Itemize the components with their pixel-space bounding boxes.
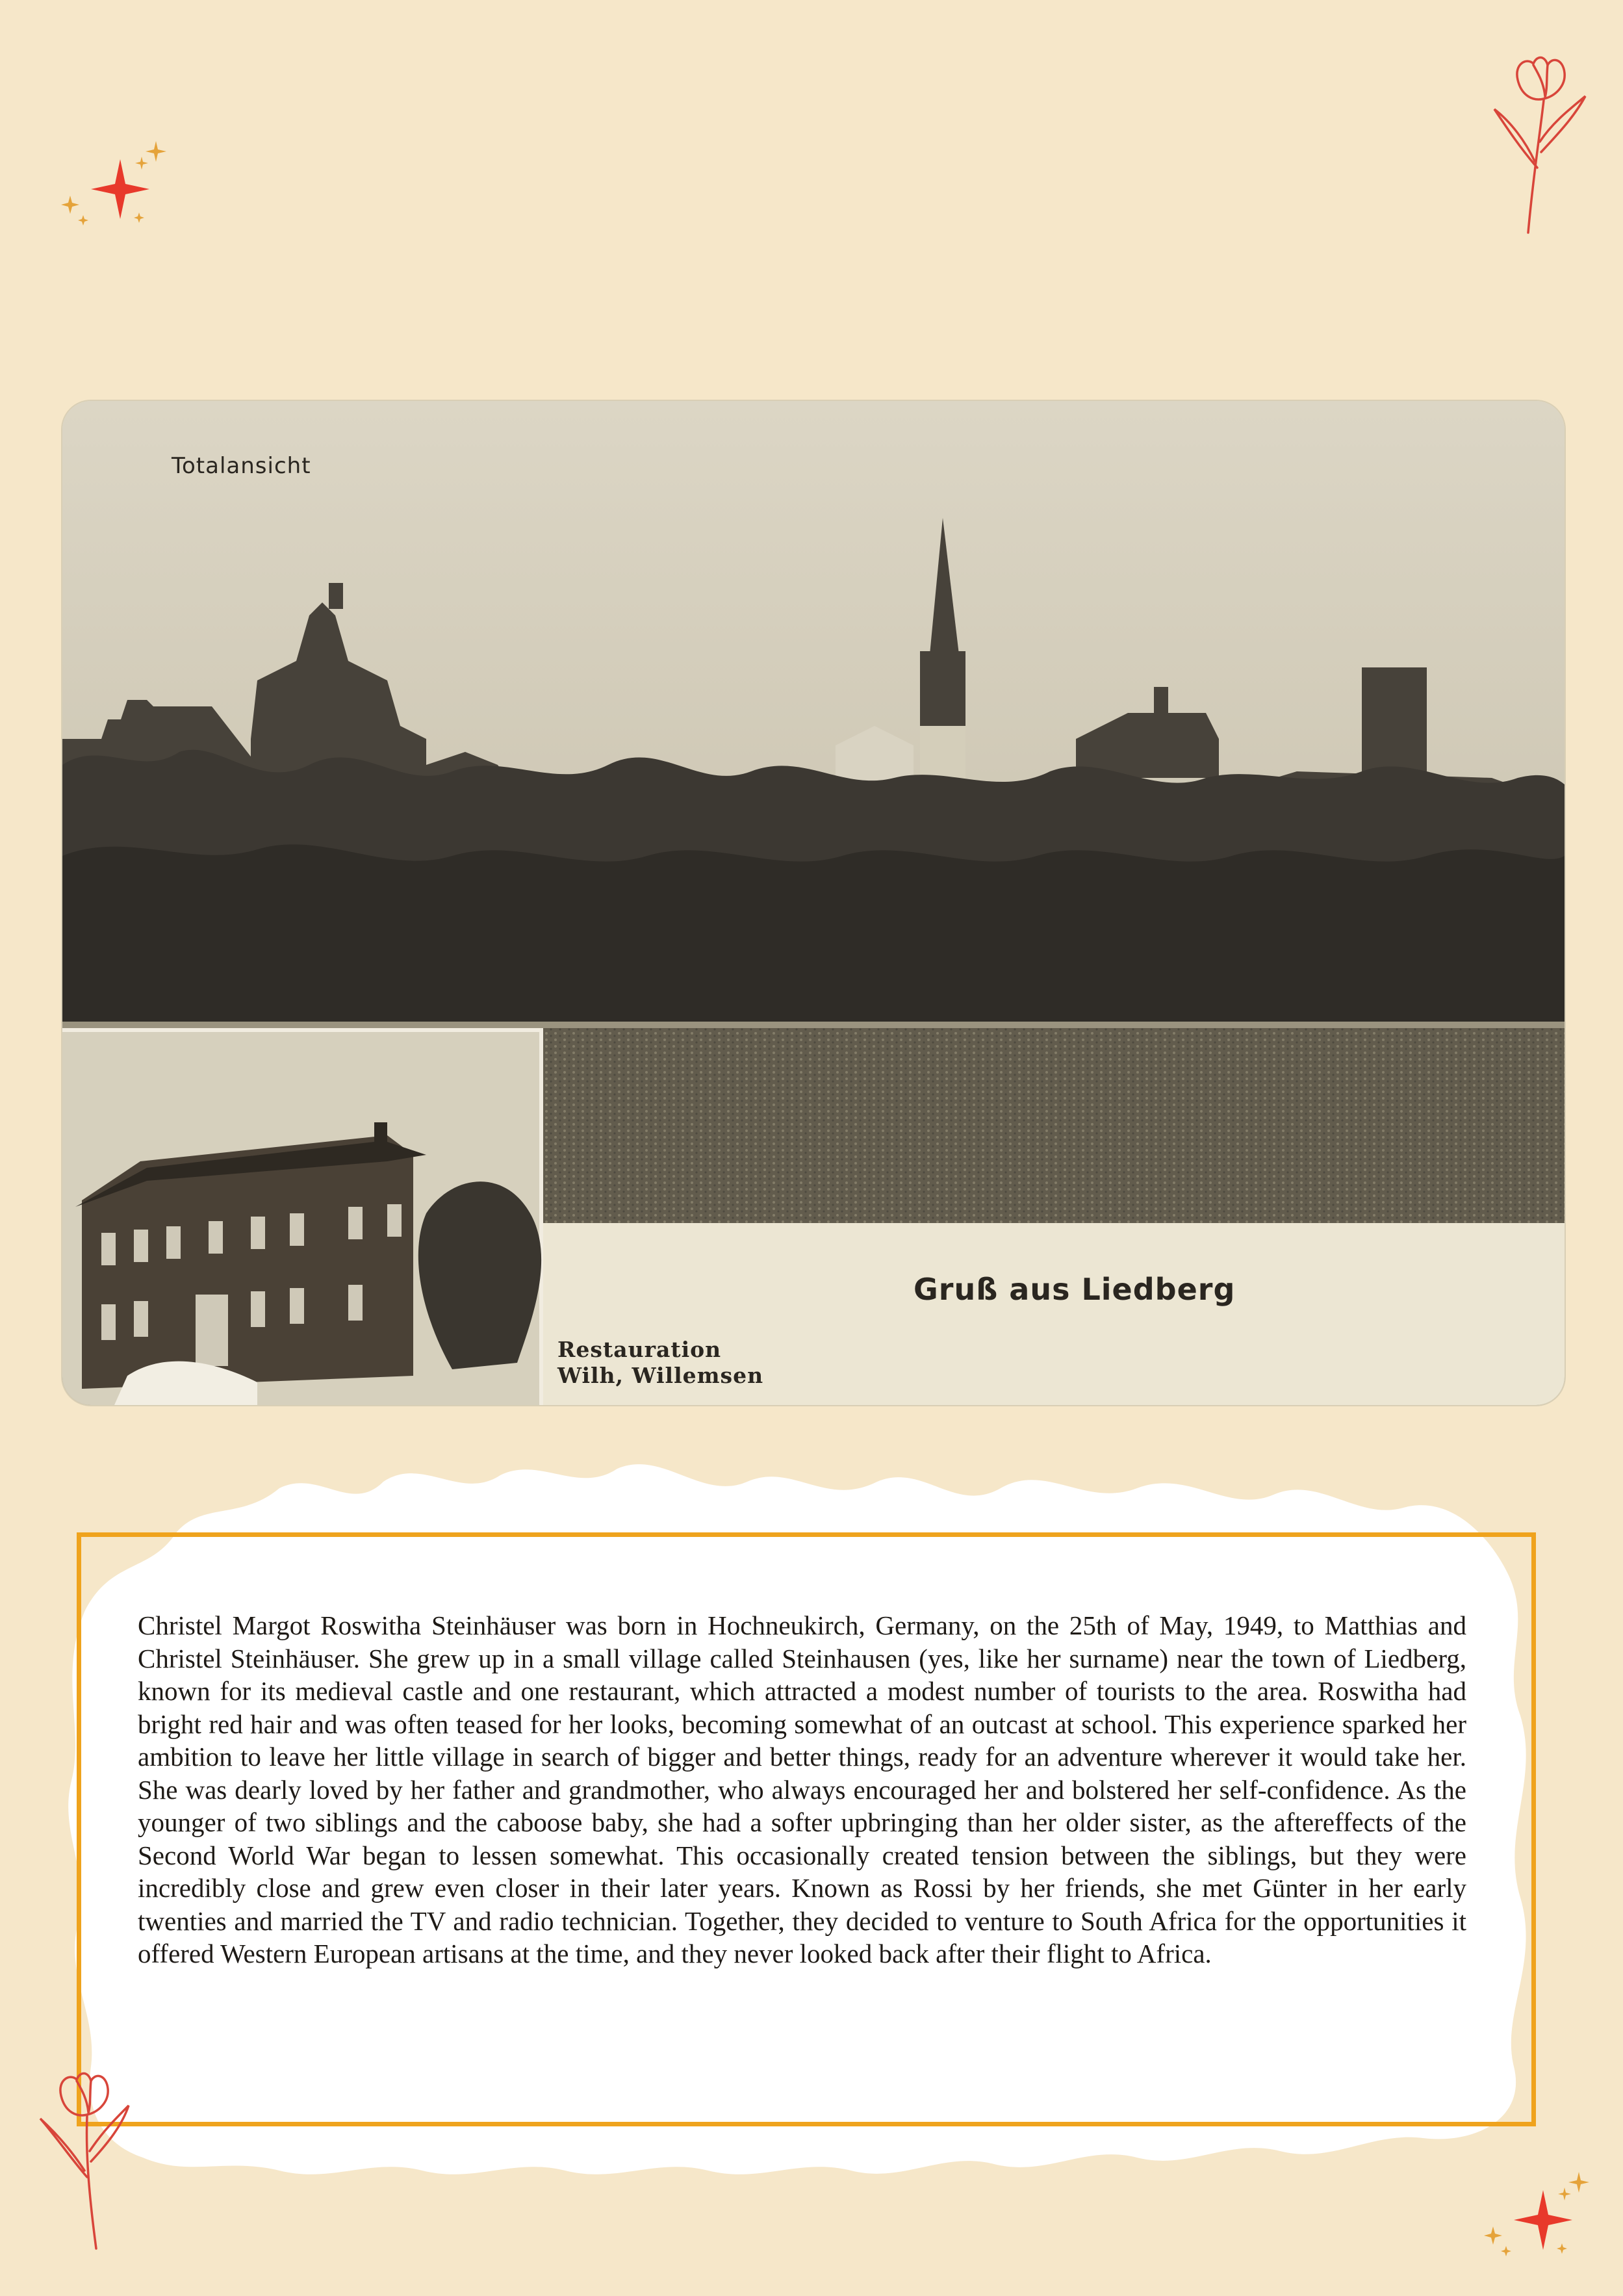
- sparkle-icon: [1481, 2164, 1598, 2275]
- biography-text: Christel Margot Roswitha Steinhäuser was born in Hochneukirch, Germany, on the 25th of May, 1949, to Matthias and Christel Steinhäuser. She grew up in a small village called Steinhausen (yes, like her surname) near the town of Liedberg, known for its medieval castle and one restaurant, which attracted a modest number of tourists to the area. Roswitha had bright red hair and was often teased for her looks, becoming somewhat of an outcast at school. This experience sparked her ambition to leave her little village in search of bigger and better things, ready for an adventure wherever it would take her. She was dearly loved by her father and grandmother, who always encouraged her and bolstered her self-confidence. As the younger of two siblings and the caboose baby, she had a softer upbringing than her older sister, as the aftereffects of the Second World War began to lessen somewhat. This occasionally created tension between the siblings, but they were incredibly close and grew even closer in their later years. Known as Rossi by her friends, she met Günter in her early twenties and married the TV and radio technician. Together, they decided to venture to South Africa for the opportunities it offered Western European artisans at the time, and they never looked back after their flight to Africa.: [138, 1610, 1466, 1968]
- restaurant-line-2: Wilh, Willemsen: [557, 1363, 764, 1388]
- postcard-image: [62, 401, 1565, 1405]
- postcard-restaurant-caption: [557, 1337, 763, 1389]
- postcard-greeting: Gruß aus Liedberg: [914, 1272, 1236, 1307]
- tulip-icon: [1488, 51, 1598, 246]
- tulip-icon: [31, 2067, 142, 2262]
- restaurant-line-1: Restauration: [557, 1337, 722, 1362]
- postcard-title: Totalansicht: [172, 453, 311, 479]
- sparkle-icon: [58, 133, 175, 237]
